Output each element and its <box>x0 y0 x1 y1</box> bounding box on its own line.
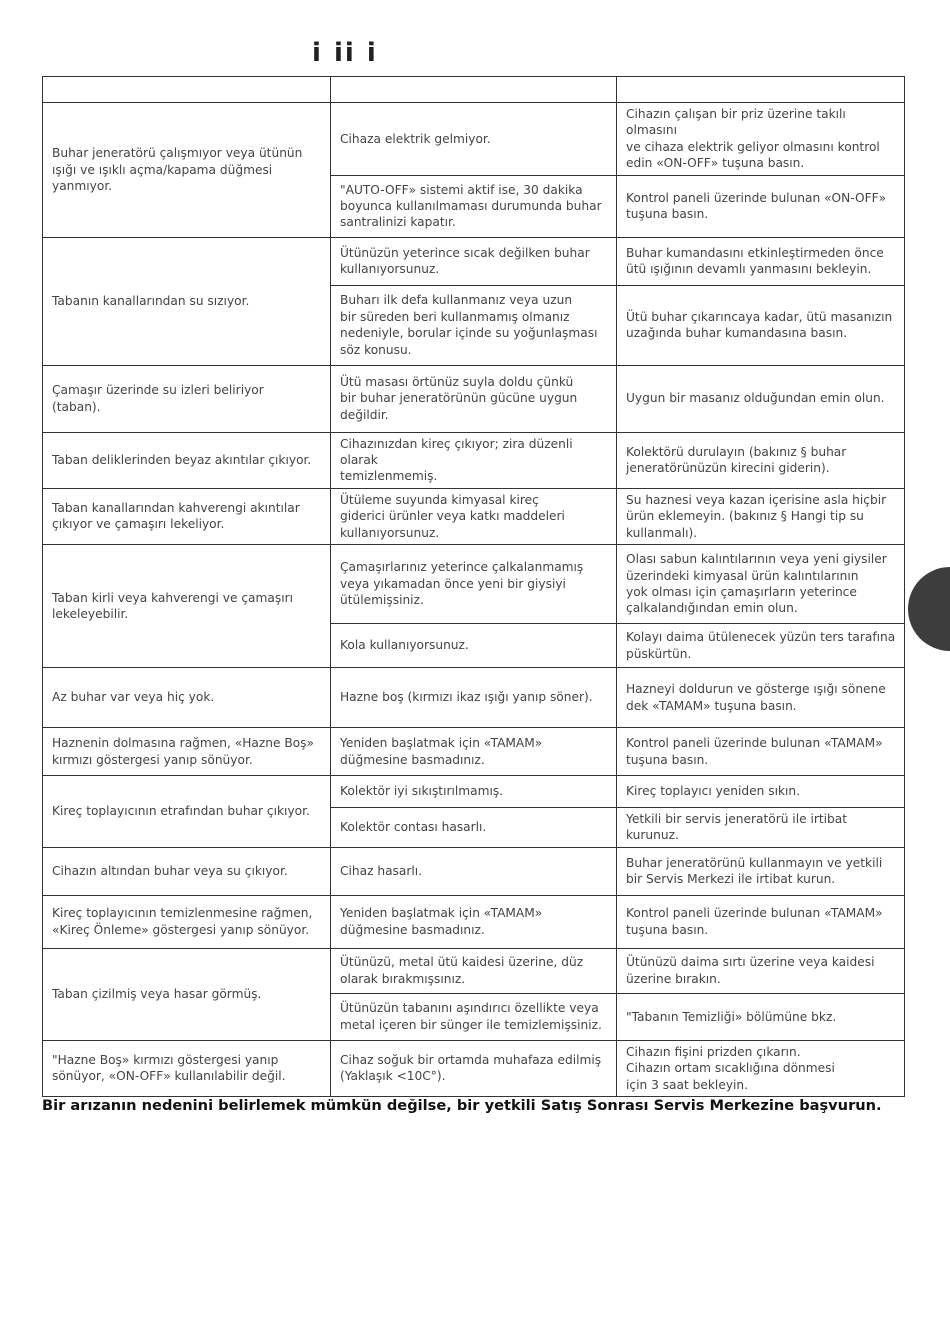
cause-cell: Ütüleme suyunda kimyasal kireç giderici ürünler veya katkı maddeleri kullanıyorsunuz. <box>331 488 617 544</box>
problem-cell: Taban çizilmiş veya hasar görmüş. <box>43 948 331 1040</box>
solution-cell: Yetkili bir servis jeneratörü ile irtibat kurunuz. <box>617 808 905 848</box>
problem-cell: Haznenin dolmasına rağmen, «Hazne Boş» kırmızı göstergesi yanıp sönüyor. <box>43 728 331 776</box>
solution-cell: Uygun bir masanız olduğundan emin olun. <box>617 365 905 432</box>
table-row <box>43 103 905 176</box>
table-header-row <box>43 77 905 103</box>
table-body <box>43 103 905 1097</box>
cause-cell: Yeniden başlatmak için «TAMAM» düğmesine basmadınız. <box>331 728 617 776</box>
solution-cell: "Tabanın Temizliği» bölümüne bkz. <box>617 993 905 1040</box>
table-row <box>43 668 905 728</box>
cause-cell: Cihazınızdan kireç çıkıyor; zira düzenli olarak temizlenmemiş. <box>331 432 617 488</box>
solution-cell: Buhar kumandasını etkinleştirmeden önce ütü ışığının devamlı yanmasını bekleyin. <box>617 237 905 285</box>
solution-cell: Kolayı daima ütülenecek yüzün ters tarafına püskürtün. <box>617 624 905 668</box>
solution-cell: Olası sabun kalıntılarının veya yeni giysiler üzerindeki kimyasal ürün kalıntılarının yok olması için çamaşırların yeterince çalkalandığından emin olun. <box>617 545 905 624</box>
problem-cell: Cihazın altından buhar veya su çıkıyor. <box>43 847 331 895</box>
solution-cell: Kontrol paneli üzerinde bulunan «ON-OFF» tuşuna basın. <box>617 175 905 237</box>
table-row <box>43 895 905 948</box>
cause-cell: Buharı ilk defa kullanmanız veya uzun bir süreden beri kullanmamış olmanız nedeniyle, borular içinde su yoğunlaşması söz konusu. <box>331 285 617 365</box>
cause-cell: Hazne boş (kırmızı ikaz ışığı yanıp söner). <box>331 668 617 728</box>
solution-cell: Ütünüzü daima sırtı üzerine veya kaidesi üzerine bırakın. <box>617 948 905 993</box>
header-problem <box>43 77 331 103</box>
problem-cell: Tabanın kanallarından su sızıyor. <box>43 237 331 365</box>
solution-cell: Ütü buhar çıkarıncaya kadar, ütü masanızın uzağında buhar kumandasına basın. <box>617 285 905 365</box>
problem-cell: "Hazne Boş» kırmızı göstergesi yanıp sönüyor, «ON-OFF» kullanılabilir değil. <box>43 1040 331 1096</box>
problem-cell: Çamaşır üzerinde su izleri beliriyor (taban). <box>43 365 331 432</box>
cause-cell: Yeniden başlatmak için «TAMAM» düğmesine basmadınız. <box>331 895 617 948</box>
cause-cell: Kolektör iyi sıkıştırılmamış. <box>331 776 617 808</box>
table-row <box>43 432 905 488</box>
cause-cell: Cihaza elektrik gelmiyor. <box>331 103 617 176</box>
solution-cell: Cihazın çalışan bir priz üzerine takılı olmasını ve cihaza elektrik geliyor olmasını kontrol edin «ON-OFF» tuşuna basın. <box>617 103 905 176</box>
cause-cell: Cihaz soğuk bir ortamda muhafaza edilmiş (Yaklaşık <10C°). <box>331 1040 617 1096</box>
table-row <box>43 1040 905 1096</box>
cause-cell: Çamaşırlarınız yeterince çalkalanmamış veya yıkamadan önce yeni bir giysiyi ütülemişsiniz. <box>331 545 617 624</box>
table-row <box>43 237 905 285</box>
solution-cell: Buhar jeneratörünü kullanmayın ve yetkili bir Servis Merkezi ile irtibat kurun. <box>617 847 905 895</box>
troubleshooting-table <box>42 76 905 1097</box>
problem-cell: Taban kanallarından kahverengi akıntılar çıkıyor ve çamaşırı lekeliyor. <box>43 488 331 544</box>
page-title: i ii i <box>312 38 378 68</box>
table-row <box>43 728 905 776</box>
solution-cell: Hazneyi doldurun ve gösterge ışığı sönene dek «TAMAM» tuşuna basın. <box>617 668 905 728</box>
problem-cell: Buhar jeneratörü çalışmıyor veya ütünün ışığı ve ışıklı açma/kapama düğmesi yanmıyor. <box>43 103 331 238</box>
problem-cell: Az buhar var veya hiç yok. <box>43 668 331 728</box>
solution-cell: Cihazın fişini prizden çıkarın. Cihazın ortam sıcaklığına dönmesi için 3 saat bekleyin. <box>617 1040 905 1096</box>
table-row <box>43 948 905 993</box>
cause-cell: Kola kullanıyorsunuz. <box>331 624 617 668</box>
problem-cell: Kireç toplayıcının temizlenmesine rağmen, «Kireç Önleme» göstergesi yanıp sönüyor. <box>43 895 331 948</box>
table-row <box>43 847 905 895</box>
solution-cell: Kontrol paneli üzerinde bulunan «TAMAM» tuşuna basın. <box>617 728 905 776</box>
solution-cell: Kolektörü durulayın (bakınız § buhar jeneratörünüzün kirecini giderin). <box>617 432 905 488</box>
cause-cell: Cihaz hasarlı. <box>331 847 617 895</box>
cause-cell: "AUTO-OFF» sistemi aktif ise, 30 dakika boyunca kullanılmaması durumunda buhar santralinizi kapatır. <box>331 175 617 237</box>
table-row <box>43 488 905 544</box>
problem-cell: Taban kirli veya kahverengi ve çamaşırı lekeleyebilir. <box>43 545 331 668</box>
problem-cell: Taban deliklerinden beyaz akıntılar çıkıyor. <box>43 432 331 488</box>
cause-cell: Ütünüzün tabanını aşındırıcı özellikte veya metal içeren bir sünger ile temizlemişsiniz. <box>331 993 617 1040</box>
solution-cell: Kontrol paneli üzerinde bulunan «TAMAM» tuşuna basın. <box>617 895 905 948</box>
table-row <box>43 776 905 808</box>
problem-cell: Kireç toplayıcının etrafından buhar çıkıyor. <box>43 776 331 848</box>
table-row <box>43 545 905 624</box>
section-tab-marker <box>908 567 950 651</box>
cause-cell: Ütü masası örtünüz suyla doldu çünkü bir buhar jeneratörünün gücüne uygun değildir. <box>331 365 617 432</box>
footer-note: Bir arızanın nedenini belirlemek mümkün değilse, bir yetkili Satış Sonrası Servis Merkezine başvurun. <box>42 1097 882 1114</box>
solution-cell: Kireç toplayıcı yeniden sıkın. <box>617 776 905 808</box>
cause-cell: Ütünüzü, metal ütü kaidesi üzerine, düz olarak bırakmışsınız. <box>331 948 617 993</box>
table-row <box>43 365 905 432</box>
cause-cell: Kolektör contası hasarlı. <box>331 808 617 848</box>
cause-cell: Ütünüzün yeterince sıcak değilken buhar kullanıyorsunuz. <box>331 237 617 285</box>
header-cause <box>331 77 617 103</box>
solution-cell: Su haznesi veya kazan içerisine asla hiçbir ürün eklemeyin. (bakınız § Hangi tip su kullanmalı). <box>617 488 905 544</box>
header-solution <box>617 77 905 103</box>
